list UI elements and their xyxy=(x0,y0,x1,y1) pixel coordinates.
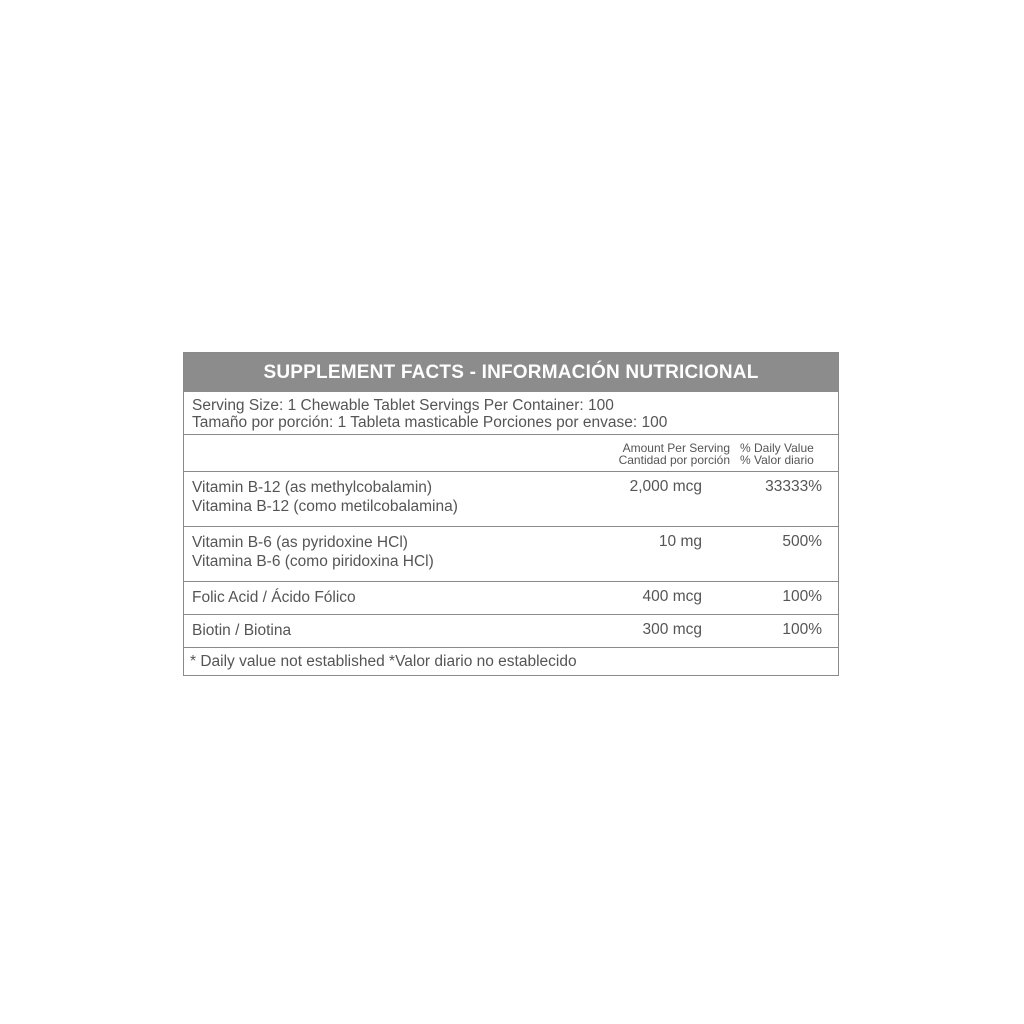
nutrient-name-en: Vitamin B-12 (as methylcobalamin) xyxy=(192,479,433,496)
footnote: * Daily value not established *Valor diario no establecido xyxy=(190,653,577,670)
nutrient-name-es: Vitamina B-12 (como metilcobalamina) xyxy=(192,498,458,515)
nutrient-daily-value: 33333% xyxy=(765,478,822,495)
nutrient-amount: 2,000 mcg xyxy=(629,478,702,495)
column-headers xyxy=(184,435,838,472)
nutrient-name: Biotin / Biotina xyxy=(192,622,292,639)
nutrient-name-en: Vitamin B-6 (as pyridoxine HCl) xyxy=(192,534,408,551)
dv-header-en: % Daily Value xyxy=(740,441,814,455)
supplement-facts-panel xyxy=(183,352,839,676)
nutrient-name: Folic Acid / Ácido Fólico xyxy=(192,589,356,606)
nutrient-name xyxy=(192,478,458,516)
amount-header-en: Amount Per Serving xyxy=(622,441,730,455)
serving-size-en: Serving Size: 1 Chewable Tablet Servings Per Container: 100 xyxy=(192,397,614,414)
nutrient-row-vitamin-b12 xyxy=(184,472,838,527)
nutrient-row-folic-acid xyxy=(184,582,838,615)
daily-value-column-header xyxy=(740,442,814,466)
serving-size-es: Tamaño por porción: 1 Tableta masticable Porciones por envase: 100 xyxy=(192,414,668,431)
nutrient-daily-value: 500% xyxy=(782,533,822,550)
amount-header-es: Cantidad por porción xyxy=(618,453,730,467)
nutrient-daily-value: 100% xyxy=(782,588,822,605)
nutrient-name xyxy=(192,533,434,571)
nutrient-amount: 10 mg xyxy=(658,533,702,550)
facts-title: SUPPLEMENT FACTS - INFORMACIÓN NUTRICIONAL xyxy=(184,353,838,392)
nutrient-row-biotin xyxy=(184,615,838,648)
nutrient-row-vitamin-b6 xyxy=(184,527,838,582)
amount-column-header xyxy=(619,442,730,466)
nutrient-name-es: Vitamina B-6 (como piridoxina HCl) xyxy=(192,553,434,570)
dv-header-es: % Valor diario xyxy=(740,453,814,467)
nutrient-daily-value: 100% xyxy=(782,621,822,638)
serving-info xyxy=(184,392,838,435)
nutrient-amount: 400 mcg xyxy=(642,588,702,605)
nutrient-amount: 300 mcg xyxy=(642,621,702,638)
